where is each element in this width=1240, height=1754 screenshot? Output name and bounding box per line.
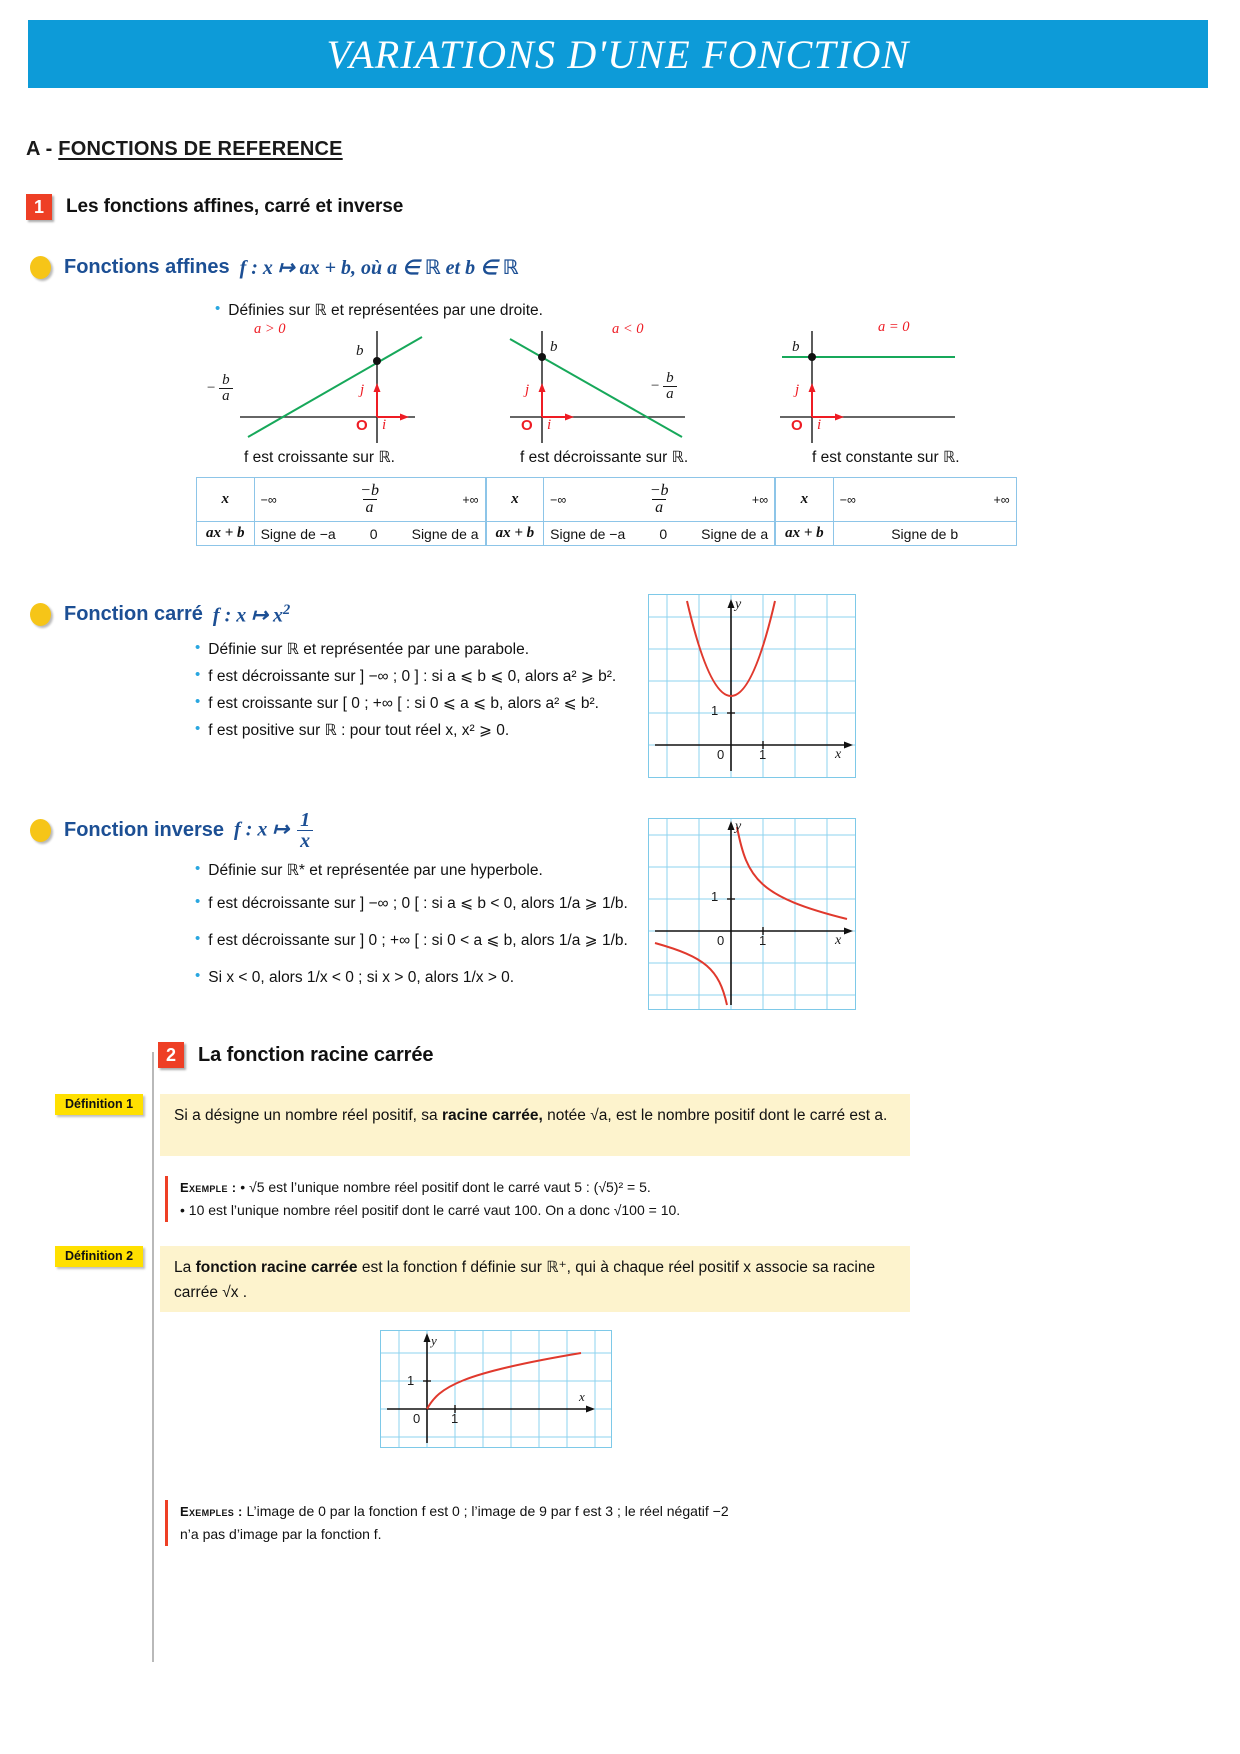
section-2-badge: 2: [158, 1042, 184, 1068]
affine-vector-i-3: i: [817, 417, 822, 433]
section-1-title: Les fonctions affines, carré et inverse: [66, 196, 404, 217]
sign-table-3-fn-label: ax + b: [776, 522, 834, 546]
sign-table-1-signs: [254, 522, 485, 546]
definition-1-text-1: Si a désigne un nombre réel positif, sa: [174, 1107, 442, 1124]
yellow-bullet-icon: [30, 819, 51, 842]
inverse-x-axis-label: x: [835, 933, 842, 948]
affine-root-label-1: − $\frac{b}{a}$: [206, 373, 236, 405]
list-item: [195, 928, 655, 953]
sign-table-3-range: [833, 478, 1016, 522]
sign-table-3-left: −∞: [839, 492, 856, 507]
sign-table-1-sign-left: Signe de −a: [260, 525, 336, 542]
sign-table-2: [486, 477, 776, 546]
carre-graph: [648, 594, 856, 778]
carre-bullets: [195, 637, 635, 745]
sign-table-2-root: $\frac{-b}{a}$: [649, 481, 669, 516]
affine-heading: [30, 255, 519, 280]
list-item: [195, 691, 635, 716]
affine-diagram-1: [206, 321, 440, 450]
carre-heading-wrap: [64, 602, 290, 628]
sign-table-2-sign-zero: 0: [659, 525, 668, 542]
affine-origin-2: O: [521, 417, 533, 434]
carre-origin-label: 0: [717, 747, 725, 762]
affine-caption-3: f est constante sur ℝ.: [812, 449, 960, 466]
table-row: [486, 478, 775, 522]
example-2-line-2: n’a pas d’image par la fonction f.: [180, 1526, 382, 1543]
carre-bullet-1: f est décroissante sur ] −∞ ; 0 ] : si a ⩽ b ⩽ 0, alors a² ⩾ b².: [208, 668, 617, 686]
list-item: [195, 965, 655, 990]
affine-vector-i-2: i: [547, 417, 552, 433]
list-item: [195, 637, 635, 662]
definition-1-text-2: notée √a, est le nombre positif dont le carré est a.: [542, 1107, 888, 1124]
bullet-icon: •: [195, 720, 201, 738]
inverse-x-tick-label: 1: [759, 933, 767, 948]
sign-table-1-x-label: x: [197, 478, 255, 522]
inverse-bullet-3: Si x < 0, alors 1/x < 0 ; si x > 0, alors 1/x > 0.: [208, 969, 515, 987]
sign-table-2-fn-label: ax + b: [486, 522, 544, 546]
sign-table-2-right: +∞: [751, 492, 769, 507]
sqrt-origin-label: 0: [413, 1411, 421, 1426]
yellow-bullet-icon: [30, 256, 51, 279]
section-2-left-rule: [152, 1052, 154, 1662]
page-title: VARIATIONS D'UNE FONCTION: [326, 31, 910, 77]
sign-table-2-left: −∞: [550, 492, 567, 507]
sqrt-graph: [380, 1330, 612, 1448]
sqrt-y-axis-label: y: [431, 1333, 437, 1348]
definition-2-text-1: La: [174, 1259, 196, 1276]
table-row: [776, 522, 1017, 546]
bullet-icon: •: [195, 930, 201, 948]
table-row: [197, 522, 486, 546]
inverse-heading-label: Fonction inverse: [64, 819, 225, 842]
affine-heading-formula: f : x ↦ ax + b, où a ∈ ℝ et b ∈ ℝ: [234, 255, 519, 279]
inverse-bullets: [195, 858, 655, 992]
carre-y-axis-label: y: [735, 597, 742, 612]
section-2-title: La fonction racine carrée: [198, 1043, 434, 1066]
table-row: [776, 478, 1017, 522]
inverse-bullet-2: f est décroissante sur ] 0 ; +∞ [ : si 0 < a ⩽ b, alors 1/a ⩾ 1/b.: [208, 932, 628, 950]
example-2-label: Exemples :: [180, 1504, 243, 1519]
affine-vector-j-1: j: [360, 382, 365, 398]
sign-table-1-sign-zero: 0: [369, 525, 378, 542]
affine-origin-3: O: [791, 417, 803, 434]
definition-1-tag: Définition 1: [55, 1094, 143, 1115]
inverse-graph-svg: [649, 819, 855, 1009]
inverse-bullet-1: f est décroissante sur ] −∞ ; 0 [ : si a ⩽ b < 0, alors 1/a ⩾ 1/b.: [208, 895, 628, 913]
affine-caption-2: f est décroissante sur ℝ.: [520, 449, 689, 466]
sign-table-3-signs: [833, 522, 1016, 546]
sqrt-graph-svg: [381, 1331, 611, 1447]
affine-origin-1: O: [356, 417, 368, 434]
inverse-heading-wrap: [64, 810, 316, 852]
carre-graph-svg: [649, 595, 855, 777]
section-a-heading: [26, 138, 343, 161]
affine-bullet-text: Définies sur ℝ et représentées par une droite.: [228, 302, 543, 319]
carre-heading: [30, 602, 290, 628]
list-item: [195, 891, 655, 916]
definition-2-tag: Définition 2: [55, 1246, 143, 1267]
list-item: [215, 298, 543, 323]
sign-table-2-range: [544, 478, 775, 522]
example-1-line-1: [180, 1176, 885, 1199]
example-1-box: [165, 1176, 885, 1222]
section-1-heading: [26, 194, 403, 220]
yellow-bullet-icon: [30, 603, 51, 626]
affine-heading-text-wrap: [64, 255, 519, 280]
section-1-badge: 1: [26, 194, 52, 220]
bullet-icon: •: [195, 893, 201, 911]
example-2-line-1: [180, 1500, 905, 1523]
inverse-heading: [30, 810, 316, 852]
carre-y-tick-label: 1: [711, 703, 719, 718]
affine-b-label-2: b: [550, 339, 558, 355]
carre-bullet-0: Définie sur ℝ et représentée par une parabole.: [208, 641, 530, 658]
sign-table-2-signs: [544, 522, 775, 546]
list-item: [195, 718, 635, 743]
affine-heading-label: Fonctions affines: [64, 256, 230, 278]
sign-table-3-right: +∞: [993, 492, 1010, 507]
affine-graph-positive-slope: [230, 325, 440, 445]
definition-2-box: [160, 1246, 910, 1312]
sqrt-x-tick-label: 1: [451, 1411, 459, 1426]
sign-table-1-right: +∞: [462, 492, 479, 507]
inverse-heading-formula: f : x ↦ $\frac{1}{x}$: [229, 810, 316, 852]
sqrt-x-axis-label: x: [579, 1389, 585, 1404]
sign-table-2-x-label: x: [486, 478, 544, 522]
sign-table-1-left: −∞: [260, 492, 277, 507]
affine-vector-j-3: j: [795, 382, 800, 398]
sign-table-1-root: $\frac{-b}{a}$: [360, 481, 379, 516]
definition-2-text-bold: fonction racine carrée: [195, 1259, 358, 1276]
inverse-y-axis-label: y: [735, 819, 742, 834]
example-1-text-1: • √5 est l’unique nombre réel positif dont le carré vaut 5 : (√5)² = 5.: [240, 1179, 651, 1195]
carre-bullet-2: f est croissante sur [ 0 ; +∞ [ : si 0 ⩽ a ⩽ b, alors a² ⩽ b².: [208, 695, 599, 713]
carre-x-axis-label: x: [835, 747, 842, 762]
sign-table-2-sign-left: Signe de −a: [550, 525, 626, 542]
affine-diagram-3: [770, 319, 980, 450]
bullet-icon: •: [195, 693, 201, 711]
section-2-heading: [158, 1042, 433, 1068]
inverse-y-tick-label: 1: [711, 889, 719, 904]
example-2-box: [165, 1500, 905, 1546]
affine-b-label-1: b: [356, 343, 364, 359]
affine-condition-1: a > 0: [254, 321, 286, 337]
sign-table-1-range: [254, 478, 485, 522]
example-2-text-1: L’image de 0 par la fonction f est 0 ; l’image de 9 par f est 3 ; le réel négatif −2: [246, 1503, 729, 1519]
affine-root-label-2: − $\frac{b}{a}$: [650, 371, 680, 403]
affine-caption-1: f est croissante sur ℝ.: [244, 449, 395, 466]
carre-bullet-3: f est positive sur ℝ : pour tout réel x, x² ⩾ 0.: [208, 722, 510, 740]
bullet-icon: •: [195, 967, 201, 985]
definition-1-text-bold: racine carrée,: [441, 1107, 543, 1124]
table-row: [197, 478, 486, 522]
affine-diagram-2: [500, 321, 710, 450]
sign-table-3: [775, 477, 1017, 546]
sqrt-y-tick-label: 1: [407, 1373, 415, 1388]
sign-table-3-x-label: x: [776, 478, 834, 522]
title-banner: [28, 20, 1208, 88]
example-1-label: Exemple :: [180, 1180, 237, 1195]
carre-heading-label: Fonction carré: [64, 603, 203, 626]
section-a-label: FONCTIONS DE REFERENCE: [58, 138, 343, 160]
example-1-line-2: • 10 est l’unique nombre réel positif dont le carré vaut 100. On a donc √100 = 10.: [180, 1202, 681, 1219]
sign-table-1-sign-right: Signe de a: [411, 525, 479, 542]
list-item: [195, 858, 655, 883]
affine-vector-i-1: i: [382, 417, 387, 433]
carre-x-tick-label: 1: [759, 747, 767, 762]
sign-table-3-sign-all: Signe de b: [891, 525, 959, 542]
bullet-icon: •: [195, 666, 201, 684]
affine-condition-2: a < 0: [612, 321, 644, 337]
list-item: [195, 664, 635, 689]
sign-table-1: [196, 477, 486, 546]
section-a-prefix: A -: [26, 138, 59, 160]
table-row: [486, 522, 775, 546]
sign-table-1-fn-label: ax + b: [197, 522, 255, 546]
inverse-origin-label: 0: [717, 933, 725, 948]
bullet-icon: •: [195, 639, 201, 656]
affine-condition-3: a = 0: [878, 319, 910, 335]
bullet-icon: •: [195, 860, 201, 877]
bullet-icon: •: [215, 300, 221, 317]
inverse-bullet-0: Définie sur ℝ* et représentée par une hyperbole.: [208, 862, 543, 879]
carre-heading-formula: f : x ↦ $x^2$: [207, 602, 291, 627]
definition-2-text-2: est la fonction f définie sur ℝ⁺, qui à chaque réel positif x associe sa racine carrée √x .: [174, 1259, 876, 1301]
definition-1-box: [160, 1094, 910, 1156]
sign-table-2-sign-right: Signe de a: [701, 525, 769, 542]
affine-vector-j-2: j: [525, 382, 530, 398]
inverse-graph: [648, 818, 856, 1010]
affine-b-label-3: b: [792, 339, 800, 355]
sign-tables: [196, 477, 1017, 546]
